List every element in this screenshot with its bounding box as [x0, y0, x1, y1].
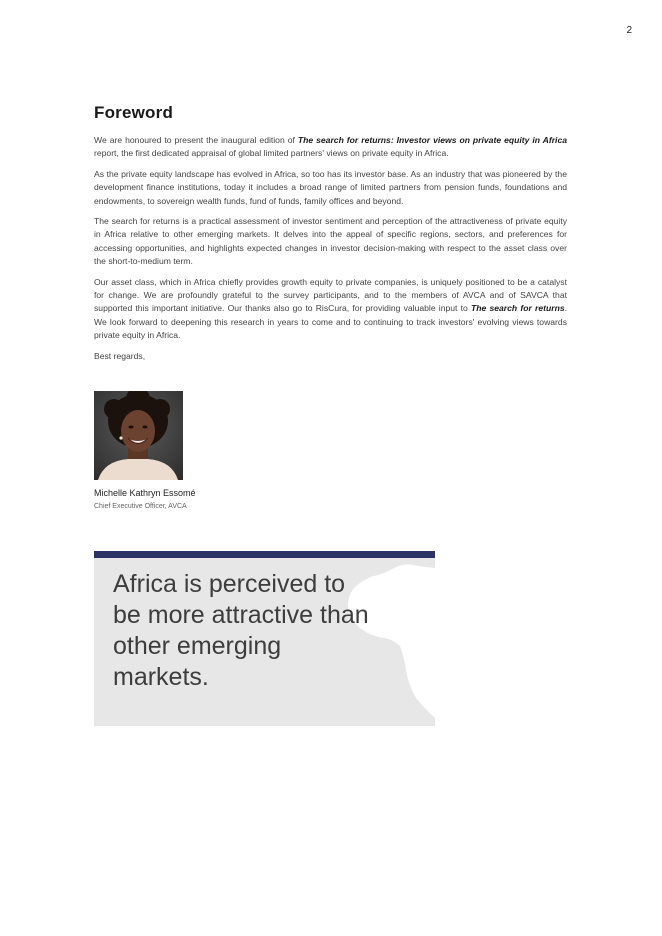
thanks-text-end: . We look forward to deepening this research in years to come and to continuing to track investors' evolving views towards private equity in Africa. — [94, 303, 567, 341]
thanks-text-start: Our asset class, which in Africa chiefly provides growth equity to private companies, is uniquely positioned to be a catalyst for change. We are profoundly grateful to the survey participants, and to the members of AVCA and of SAVCA that supported this important initiative. Our thanks also go to RisCura, for providing valuable input to — [94, 276, 567, 314]
signoff: Best regards, — [94, 350, 146, 361]
accent-bar — [94, 551, 435, 558]
paragraph-thanks — [94, 276, 567, 343]
page-title: Foreword — [94, 103, 174, 122]
page-number: 2 — [626, 25, 632, 36]
paragraph-assessment: The search for returns is a practical assessment of investor sentiment and perception of the attractiveness of private equity in Africa relative to other emerging markets. It delves into the appeal of specific regions, sectors, and preferences for accessing opportunities, and highlights expected changes in investor decision-making with respect to the asset class over the short-to-medium term. — [94, 216, 567, 267]
foreword-body — [94, 134, 567, 363]
pull-quote-text: Africa is perceived to be more attractive than other emerging markets. — [113, 570, 369, 691]
paragraph-intro — [94, 134, 567, 161]
intro-text-end: report, the first dedicated appraisal of global limited partners' views on private equity in Africa. — [94, 148, 449, 159]
signatory-title: Chief Executive Officer, AVCA — [94, 503, 187, 510]
report-title-emphasis-short: The search for returns — [470, 303, 565, 314]
report-title-emphasis: The search for returns: Investor views on private equity in Africa — [297, 135, 568, 145]
paragraph-landscape: As the private equity landscape has evolved in Africa, so too has its investor base. As an industry that was pioneered by the development finance institutions, today it includes a broad range of limited partners from pension funds, foundations and endowments, to sovereign wealth funds, fund of funds, family offices and beyond. — [94, 168, 567, 206]
signatory-portrait — [94, 391, 183, 480]
pull-quote-callout — [94, 551, 435, 726]
signatory-name: Michelle Kathryn Essomé — [94, 488, 196, 498]
intro-text-start: We are honoured to present the inaugural edition of — [94, 135, 298, 145]
